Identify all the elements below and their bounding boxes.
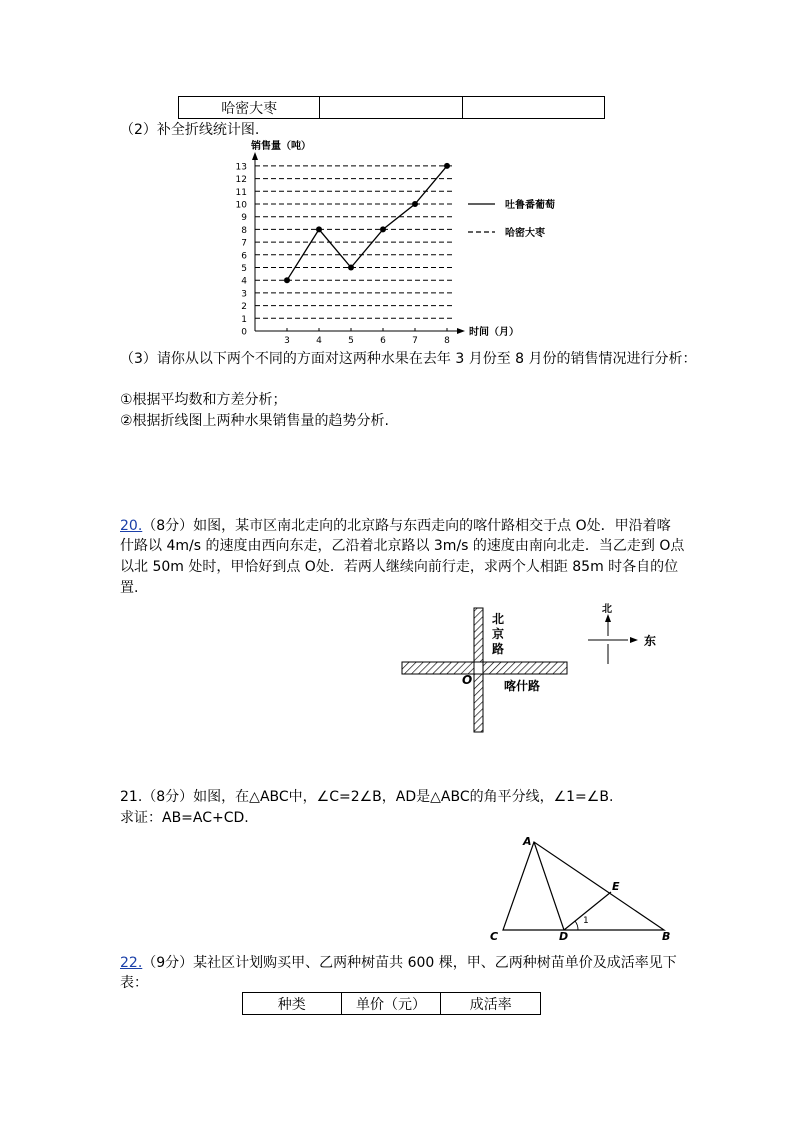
- q22-table: [242, 992, 541, 1015]
- table-cell: [462, 97, 604, 119]
- x-tick-label: 8: [444, 336, 450, 346]
- x-axis-arrow-icon: [457, 328, 465, 334]
- origin-label: O: [462, 673, 473, 687]
- beijing-road-label-1: 北: [492, 612, 505, 626]
- q20-line2: 什路以 4m/s 的速度由西向东走，乙沿着北京路以 3m/s 的速度由南向北走．当乙走到 O点: [120, 538, 685, 554]
- part3-item2: ②根据折线图上两种水果销售量的趋势分析.: [120, 413, 389, 429]
- vertex-a-label: A: [523, 835, 532, 848]
- data-point: [412, 201, 418, 207]
- north-arrow-icon: [605, 614, 611, 622]
- x-tick-label: 6: [380, 336, 386, 346]
- series-line: [287, 166, 447, 280]
- q20-line4: 置.: [120, 580, 139, 596]
- north-label: 北: [602, 604, 612, 615]
- angle-1-label: 1: [583, 916, 589, 926]
- part3-item1: ①根据平均数和方差分析；: [120, 392, 287, 408]
- y-tick-label: 8: [241, 225, 247, 236]
- q22-number-link[interactable]: 22.: [120, 955, 143, 971]
- q20-text: （8分）如图，某市区南北走向的北京路与东西走向的喀什路相交于点 O处．甲沿着喀: [142, 518, 671, 534]
- data-point: [348, 265, 354, 271]
- y-tick-label: 6: [241, 251, 247, 262]
- q22-line1: [120, 953, 677, 973]
- data-point: [316, 226, 322, 232]
- beijing-road-south: [474, 674, 483, 732]
- table-cell-label: 哈密大枣: [179, 97, 320, 119]
- vertex-c-label: C: [490, 930, 499, 943]
- y-tick-label: 3: [241, 289, 247, 300]
- table-cell: [320, 97, 462, 119]
- part3-text: （3）请你从以下两个不同的方面对这两种水果在去年 3 月份至 8 月份的销售情况进行分析：: [120, 351, 697, 367]
- beijing-road-label-2: 京: [492, 627, 505, 641]
- x-tick-label: 5: [348, 336, 354, 346]
- part2-text: （2）补全折线统计图.: [120, 122, 260, 138]
- q20-number-link[interactable]: 20.: [120, 518, 143, 534]
- table-row: [179, 97, 605, 119]
- y-tick-label: 1: [241, 314, 247, 325]
- data-point: [380, 226, 386, 232]
- x-tick-label: 3: [284, 336, 290, 346]
- y-tick-label: 7: [241, 238, 247, 249]
- beijing-road-label-3: 路: [492, 642, 505, 656]
- segment-ad: [534, 842, 564, 930]
- x-axis-label: 时间（月）: [469, 327, 519, 338]
- y-tick-label: 13: [235, 162, 247, 173]
- y-axis-arrow-icon: [252, 152, 258, 160]
- east-label: 东: [644, 634, 657, 648]
- y-tick-label: 5: [241, 264, 247, 274]
- beijing-road-north: [474, 608, 483, 662]
- y-axis-label: 销售量（吨）: [251, 141, 311, 152]
- q20-road-figure: [398, 602, 688, 737]
- data-point: [284, 277, 290, 283]
- q21-triangle-figure: [486, 832, 676, 944]
- table-header: 单价（元）: [341, 993, 441, 1015]
- kashi-road-label: 喀什路: [504, 679, 541, 693]
- y-tick-label: 12: [235, 175, 247, 186]
- q20-line1: [120, 516, 671, 536]
- x-tick-label: 4: [316, 336, 322, 346]
- y-tick-label: 2: [241, 302, 247, 313]
- q22-text: （9分）某社区计划购买甲、乙两种树苗共 600 棵，甲、乙两种树苗单价及成活率见下: [142, 955, 677, 971]
- y-tick-label: 11: [235, 187, 247, 198]
- table-header: 成活率: [441, 993, 541, 1015]
- y-tick-label: 0: [241, 327, 247, 338]
- vertex-d-label: D: [559, 930, 569, 943]
- table-header: 种类: [243, 993, 342, 1015]
- q22-line2: 表：: [120, 975, 148, 991]
- legend-label: 哈密大枣: [505, 228, 545, 239]
- y-tick-label: 9: [241, 213, 247, 224]
- y-tick-label: 4: [241, 276, 247, 287]
- top-table: [178, 96, 605, 119]
- x-tick-label: 7: [412, 336, 418, 346]
- q21-line1: 21.（8分）如图，在△ABC中，∠C=2∠B，AD是△ABC的角平分线，∠1=∠B.: [120, 789, 614, 805]
- line-chart: [225, 138, 585, 348]
- data-point: [444, 163, 450, 169]
- vertex-e-label: E: [612, 880, 620, 893]
- q20-line3: 以北 50m 处时，甲恰好到点 O处．若两人继续向前行走，求两个人相距 85m 时各自的位: [120, 559, 679, 575]
- kashi-road-east: [483, 662, 567, 674]
- vertex-b-label: B: [662, 930, 671, 943]
- q21-line2: 求证：AB=AC+CD.: [120, 810, 249, 826]
- east-arrow-icon: [630, 637, 638, 643]
- y-tick-label: 10: [235, 200, 247, 211]
- legend-label: 吐鲁番葡萄: [505, 200, 555, 211]
- angle-1-arc: [575, 921, 578, 930]
- table-row: [243, 993, 541, 1015]
